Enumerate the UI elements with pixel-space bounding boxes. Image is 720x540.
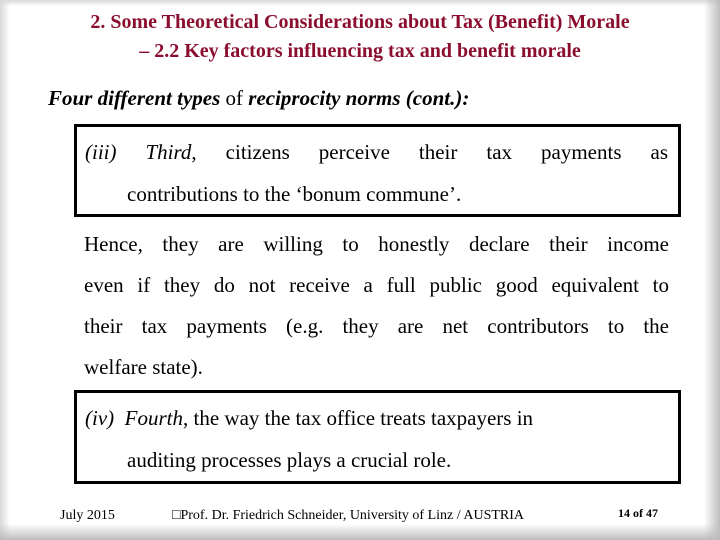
slide-shadow-bottom: [0, 524, 720, 540]
box-fourth-lead: Fourth: [124, 406, 183, 430]
box-third-line-2: contributions to the ‘bonum commune’.: [127, 182, 462, 206]
slide-shadow-top: [0, 0, 720, 6]
box-fourth-line-1: [85, 406, 533, 431]
paragraph-line-1: Hence, they are willing to honestly declare their income: [84, 232, 669, 256]
box-fourth-line-2: auditing processes plays a crucial role.: [127, 448, 452, 472]
page-number: 14 of 47: [618, 506, 658, 520]
box-fourth-rest: , the way the tax office treats taxpayers in: [183, 406, 534, 430]
subtitle-part-2: of: [220, 86, 249, 110]
paragraph-line-2: even if they do not receive a full public good equivalent to: [84, 273, 669, 297]
box-third-line-1: [85, 140, 668, 165]
slide-title: [0, 8, 720, 66]
paragraph-line-4: welfare state).: [84, 355, 203, 379]
footer-author: [172, 508, 524, 524]
section-subtitle: [48, 86, 469, 111]
slide-shadow-right: [704, 0, 720, 540]
box-third-rest: , citizens perceive their tax payments as: [191, 140, 668, 164]
footer-symbol-icon: □: [172, 508, 181, 523]
norm-box-third: [74, 124, 681, 217]
norm-box-fourth: [74, 390, 681, 484]
box-third-marker: (iii): [85, 140, 117, 164]
subtitle-part-3: reciprocity norms (cont.):: [248, 86, 470, 110]
footer-date: July 2015: [60, 508, 115, 523]
paragraph-line-3: their tax payments (e.g. they are net contributors to the: [84, 314, 669, 338]
subtitle-part-1: Four different types: [48, 86, 221, 110]
box-third-lead: Third: [145, 140, 192, 164]
footer-author-text: Prof. Dr. Friedrich Schneider, University of Linz / AUSTRIA: [180, 508, 525, 523]
title-line-1: 2. Some Theoretical Considerations about Tax (Benefit) Morale: [90, 11, 630, 33]
title-line-2: – 2.2 Key factors influencing tax and benefit morale: [139, 40, 581, 62]
slide-shadow-left: [0, 0, 10, 540]
box-third-line-1-text: [85, 140, 668, 165]
box-fourth-marker: (iv): [85, 406, 115, 430]
